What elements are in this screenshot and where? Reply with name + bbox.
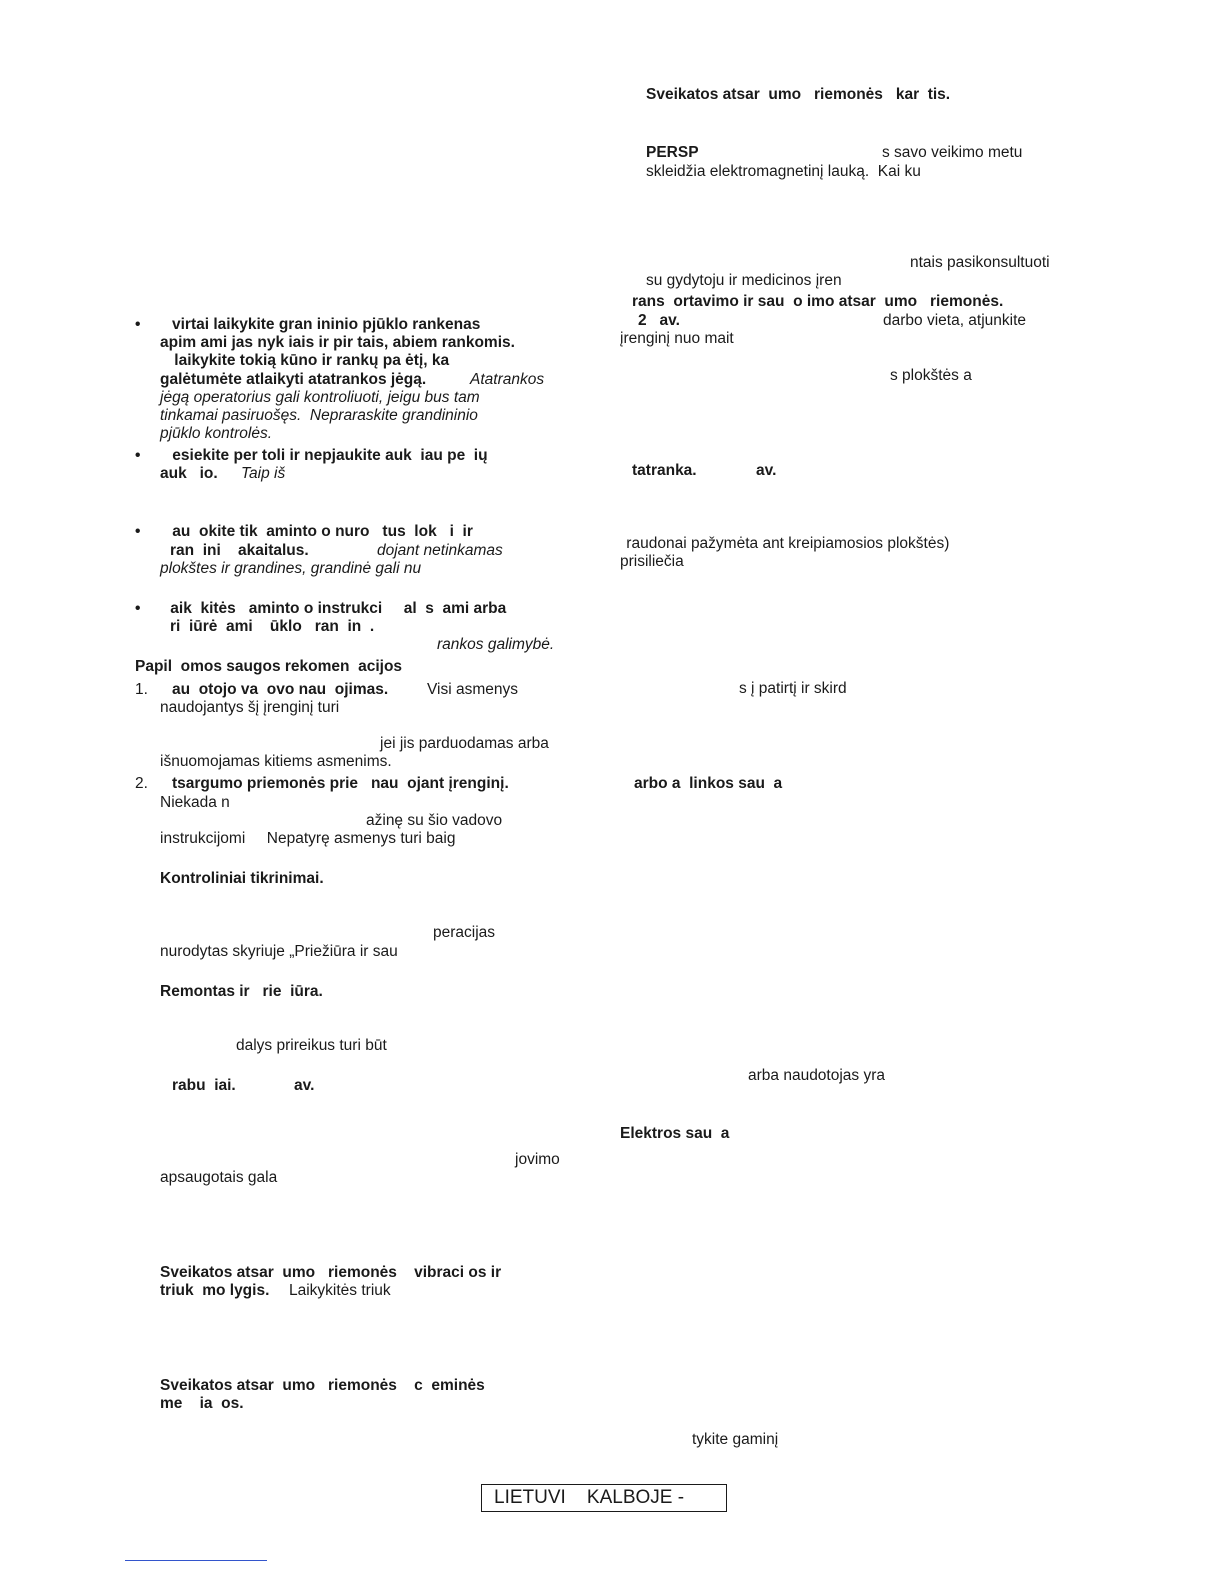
vibration-heading-line-1: Sveikatos atsar umo riemonės vibraci os ir xyxy=(160,1264,502,1281)
item-2-line-4: instrukcijomi Nepatyrę asmenys turi baig xyxy=(160,830,456,847)
list-number-2: 2. xyxy=(135,775,148,792)
atatranka-av: av. xyxy=(756,462,777,479)
bullet-1-line-5: jėgą operatorius gali kontroliuoti, jeigu bus tam xyxy=(160,389,480,406)
atatranka-heading: tatranka. xyxy=(632,462,697,479)
bullet-marker: • xyxy=(135,447,141,464)
consult-line-2: su gydytoju ir medicinos įren xyxy=(646,272,842,289)
item-1-line-3: jei jis parduodamas arba xyxy=(380,735,549,752)
vibration-text: Laikykitės triuk xyxy=(289,1282,391,1299)
bullet-3-line-3: plokštes ir grandines, grandinė gali nu xyxy=(160,560,422,577)
item-1-line-2: naudojantys šį įrenginį turi xyxy=(160,699,340,716)
apsaug-text: apsaugotais gala xyxy=(160,1169,278,1186)
persp-label: PERSP xyxy=(646,144,699,161)
arbo-heading: arbo a linkos sau a xyxy=(634,775,783,792)
bullet-1-line-2: apim ami jas nyk iais ir pir tais, abiem rankomis. xyxy=(160,334,515,351)
bullet-3-line-2-italic: dojant netinkamas xyxy=(377,542,503,559)
bullet-1-line-1: virtai laikykite gran ininio pjūklo rankenas xyxy=(172,316,481,333)
bullet-2-line-2: auk io. xyxy=(160,465,218,482)
rabu-label-av: av. xyxy=(294,1077,315,1094)
item-2-line-2: Niekada n xyxy=(160,794,230,811)
bullet-3-line-1: au okite tik aminto o nuro tus lok i ir xyxy=(168,523,473,540)
item-2-title: tsargumo priemonės prie nau ojant įrenginį. xyxy=(172,775,509,792)
item-1-line-1: Visi asmenys xyxy=(427,681,519,698)
bullet-1-line-4: galėtumėte atlaikyti atatrankos jėgą. xyxy=(160,371,427,388)
kontrol-line-2: nurodytas skyriuje „Priežiūra ir sau xyxy=(160,943,398,960)
bullet-1-line-3: laikykite tokią kūno ir rankų pa ėtį, ka xyxy=(170,352,450,369)
chemical-heading-line-1: Sveikatos atsar umo riemonės c eminės xyxy=(160,1377,485,1394)
item-1-line-4: išnuomojamas kitiems asmenims. xyxy=(160,753,392,770)
bullet-2-line-1: esiekite per toli ir nepjaukite auk iau pe ių xyxy=(168,447,488,464)
bullet-4-line-1: aik kitės aminto o instrukci al s ami arba xyxy=(166,600,507,617)
item-1-title: au otojo va ovo nau ojimas. xyxy=(172,681,389,698)
raud-line-1: raudonai pažymėta ant kreipiamosios plokštės) xyxy=(622,535,950,552)
remont-line-1: dalys prireikus turi būt xyxy=(236,1037,387,1054)
plokst-text: s plokštės a xyxy=(890,367,972,384)
rabu-label: rabu iai. xyxy=(172,1077,236,1094)
bullet-marker: • xyxy=(135,600,141,617)
bullet-1-line-6: tinkamai pasiruošęs. Nepraraskite grandininio xyxy=(160,407,478,424)
transport-number: 2 av. xyxy=(638,312,680,329)
patirt-text: s į patirtį ir skird xyxy=(739,680,847,697)
health-heading: Sveikatos atsar umo riemonės kar tis. xyxy=(646,86,951,103)
bullet-marker: • xyxy=(135,316,141,333)
bullet-4-line-2: ri iūrė ami ūklo ran in . xyxy=(170,618,375,635)
persp-line-2: skleidžia elektromagnetinį lauką. Kai ku xyxy=(646,163,921,180)
list-number-1: 1. xyxy=(135,681,148,698)
bullet-3-line-2: ran ini akaitalus. xyxy=(170,542,309,559)
consult-line-1: ntais pasikonsultuoti xyxy=(910,254,1050,271)
kontrol-heading: Kontroliniai tikrinimai. xyxy=(160,870,324,887)
page-footer-language: LIETUVI KALBOJE - xyxy=(481,1484,727,1512)
transport-line-3: įrenginį nuo mait xyxy=(620,330,734,347)
section-heading: Papil omos saugos rekomen acijos xyxy=(135,658,403,675)
persp-line-1: s savo veikimo metu xyxy=(882,144,1023,161)
bullet-2-line-2-italic: Taip iš xyxy=(241,465,286,482)
chemical-heading-line-2: me ia os. xyxy=(160,1395,244,1412)
raud-line-2: prisiliečia xyxy=(620,553,684,570)
bullet-1-line-4-italic: Atatrankos xyxy=(470,371,545,388)
naudot-text: arba naudotojas yra xyxy=(748,1067,886,1084)
vibration-heading-line-2: triuk mo lygis. xyxy=(160,1282,270,1299)
bullet-marker: • xyxy=(135,523,141,540)
transport-heading: rans ortavimo ir sau o imo atsar umo riemonės. xyxy=(632,293,1004,310)
electric-heading: Elektros sau a xyxy=(620,1125,730,1142)
jovimo-text: jovimo xyxy=(515,1151,560,1168)
remont-heading: Remontas ir rie iūra. xyxy=(160,983,323,1000)
tyk-text: tykite gaminį xyxy=(692,1431,779,1448)
footer-rule xyxy=(125,1560,267,1561)
bullet-4-line-3: rankos galimybė. xyxy=(437,636,555,653)
item-2-line-3: ažinę su šio vadovo xyxy=(366,812,503,829)
transport-line-2: darbo vieta, atjunkite xyxy=(883,312,1027,329)
kontrol-line-1: peracijas xyxy=(433,924,496,941)
bullet-1-line-7: pjūklo kontrolės. xyxy=(160,425,273,442)
